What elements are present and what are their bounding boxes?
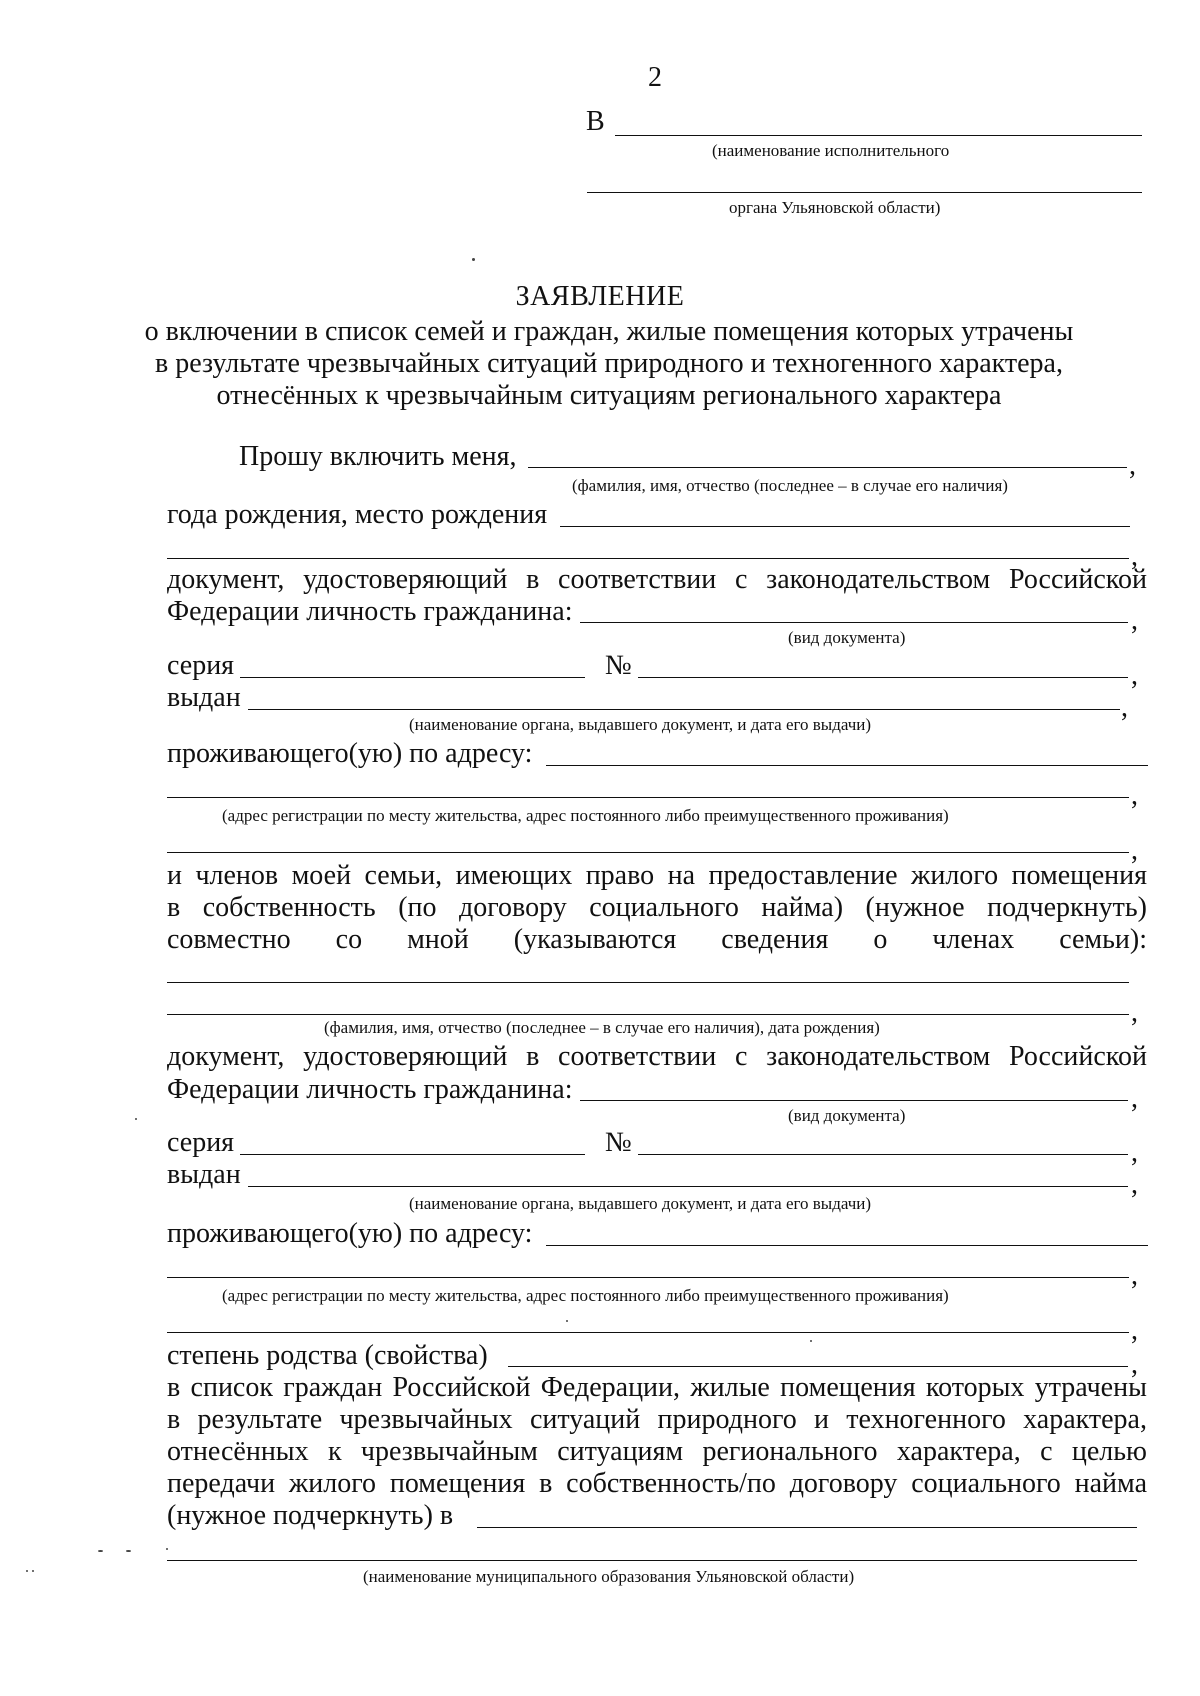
scan-speck [166,1548,168,1550]
family-intro-line-2: в собственность (по договору социального найма) (нужное подчеркнуть) [167,892,1147,923]
birth-place-line[interactable] [560,526,1130,527]
applicant-doc-type-caption: (вид документа) [788,628,906,647]
member-address-caption: (адрес регистрации по месту жительства, адрес постоянного либо преимущественного проживания) [222,1286,949,1305]
applicant-address-line-1[interactable] [546,765,1148,766]
member-doc-statement-line-2: Федерации личность гражданина: [167,1074,573,1105]
applicant-doc-type-line[interactable] [580,622,1128,623]
applicant-series-field[interactable] [240,677,585,678]
scan-speck [126,1550,131,1552]
applicant-issued-caption: (наименование органа, выдавшего документ, и дата его выдачи) [409,715,872,734]
member-series-field[interactable] [240,1154,585,1155]
scan-speck [32,1570,34,1572]
kinship-field[interactable] [508,1366,1128,1367]
member-doc-type-caption: (вид документа) [788,1106,906,1125]
closing-line-3: отнесённых к чрезвычайным ситуациям регионального характера, с целью [167,1436,1147,1467]
closing-line-4: передачи жилого помещения в собственность/по договору социального найма [167,1468,1147,1499]
member-residing-label: проживающего(ую) по адресу: [167,1218,533,1249]
scan-speck [98,1550,103,1552]
doc-statement-line-2: Федерации личность гражданина: [167,596,573,627]
document-title: ЗАЯВЛЕНИЕ [515,281,685,312]
applicant-address-caption: (адрес регистрации по месту жительства, адрес постоянного либо преимущественного проживания) [222,806,949,825]
applicant-fio-line[interactable] [528,467,1127,468]
scan-speck [566,1320,568,1322]
municipality-caption: (наименование муниципального образования Ульяновской области) [363,1567,855,1586]
applicant-address-line-2[interactable] [167,797,1129,798]
member-doc-statement-line: документ, удостоверяющий в соответствии с законодательством Российской [167,1041,1147,1072]
birth-place-line-2[interactable] [167,558,1129,559]
applicant-fio-caption: (фамилия, имя, отчество (последнее – в случае его наличия) [572,476,1008,495]
scan-speck [472,258,475,261]
member-fio-line-1[interactable] [167,982,1129,983]
closing-line-5: (нужное подчеркнуть) в [167,1500,454,1531]
title-line-1: о включении в список семей и граждан, жилые помещения которых утрачены [144,316,1074,347]
applicant-issued-field[interactable] [248,709,1120,710]
member-address-line-3[interactable] [167,1332,1129,1333]
family-intro-line-1: и членов моей семьи, имеющих право на предоставление жилого помещения [167,860,1147,891]
closing-line-2: в результате чрезвычайных ситуаций природного и техногенного характера, [167,1404,1147,1435]
member-series-label: серия [167,1127,235,1158]
kinship-label: степень родства (свойства) [167,1340,488,1371]
member-issued-caption: (наименование органа, выдавшего документ, и дата его выдачи) [409,1194,872,1213]
request-label: Прошу включить меня, [239,441,517,472]
scan-speck [135,1118,137,1120]
to-prefix: В [586,106,605,137]
member-address-line-2[interactable] [167,1277,1129,1278]
authority-name-line-1[interactable] [615,135,1142,136]
member-number-label: № [605,1127,632,1158]
member-fio-caption: (фамилия, имя, отчество (последнее – в случае его наличия), дата рождения) [324,1018,880,1037]
number-label: № [605,650,632,681]
title-line-3: отнесённых к чрезвычайным ситуациям регионального характера [216,380,1002,411]
authority-caption-1: (наименование исполнительного [712,141,950,160]
series-label: серия [167,650,235,681]
birth-label: года рождения, место рождения [167,499,548,530]
residing-label: проживающего(ую) по адресу: [167,738,533,769]
closing-line-1: в список граждан Российской Федерации, жилые помещения которых утрачены [167,1372,1147,1403]
member-fio-line-2[interactable] [167,1014,1129,1015]
title-line-2: в результате чрезвычайных ситуаций природного и техногенного характера, [155,348,1063,379]
member-number-field[interactable] [638,1154,1128,1155]
member-issued-label: выдан [167,1159,241,1190]
scan-speck [26,1570,28,1572]
member-issued-field[interactable] [248,1186,1128,1187]
doc-statement-line: документ, удостоверяющий в соответствии с законодательством Российской [167,564,1147,595]
family-intro-line-3: совместно со мной (указываются сведения о членах семьи): [167,924,1147,955]
scan-speck [810,1340,812,1342]
issued-label: выдан [167,682,241,713]
municipality-line-2[interactable] [167,1560,1137,1561]
applicant-number-field[interactable] [638,677,1128,678]
authority-caption-2: органа Ульяновской области) [729,198,941,217]
member-doc-type-line[interactable] [580,1100,1128,1101]
municipality-line-1[interactable] [477,1527,1137,1528]
authority-name-line-2[interactable] [587,192,1142,193]
page-number: 2 [648,62,662,93]
member-address-line-1[interactable] [546,1245,1148,1246]
applicant-address-line-3[interactable] [167,852,1129,853]
